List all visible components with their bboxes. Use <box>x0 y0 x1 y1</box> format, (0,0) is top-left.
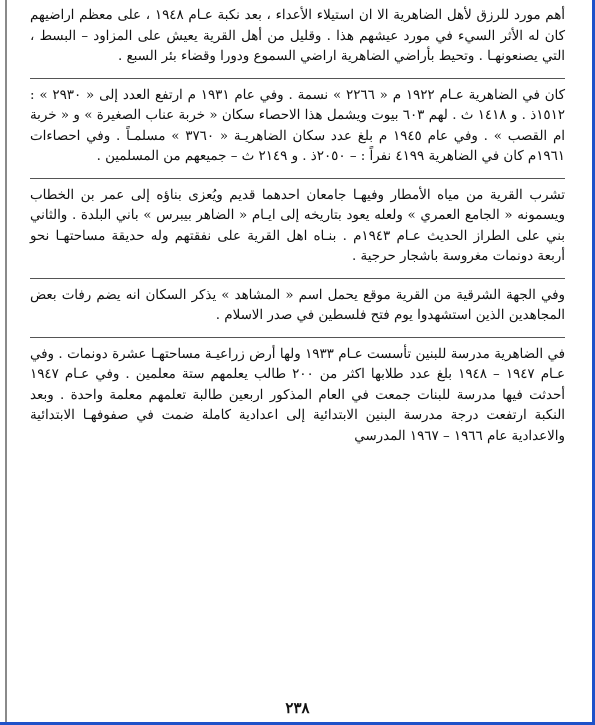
paragraph-mosques: تشرب القرية من مياه الأمطار وفيهـا جامعان احدهما قديم ويُعزى بناؤه إلى عمر بن الخطاب ويسمونه « الجامع العمري » ولعله يعود بتاريخه إلى ايـام « الضاهر بيبرس » باني البلدة . والثاني بني على الطراز الحديث عـام ١٩٤٣م . بنـاه اهل القرية على نفقتهم وله حديقة مساحتهـا نحو أربعة دونمات مغروسة باشجار حرجية . <box>30 187 565 264</box>
document-page <box>30 0 565 695</box>
paragraph-population: كان في الضاهرية عـام ١٩٢٢ م « ٢٢٦٦ » نسمة . وفي عام ١٩٣١ م ارتفع العدد إلى « ٢٩٣٠ » : ١٥١٢ذ . و ١٤١٨ ث . لهم ٦٠٣ بيوت ويشمل هذا الاحصاء سكان « خربة عناب الصغيرة » و « خربة ام القصب » . وفي عام ١٩٤٥ م بلغ عدد سكان الضاهريـة « ٣٧٦٠ » مسلمـاً . وفي احصاءات ١٩٦١م كان في الضاهرية ٤١٩٩ نفراً : – ٢٠٥٠ذ . و ٢١٤٩ ث – جميعهم من المسلمين . <box>30 87 565 164</box>
paragraph-livelihood: أهم مورد للرزق لأهل الضاهرية الا ان استيلاء الأعداء ، بعد نكبة عـام ١٩٤٨ ، على معظم اراضيهم كان له الأثر السيء في مورد عيشهم هذا . وقليل من أهل القرية يعيش على المزاود – البسط ، التي يصنعونهـا . وتحيط بأراضي الضاهرية اراضي السموع ودورا وقضاء بئر السبع . <box>30 8 565 64</box>
paragraph-schools: في الضاهرية مدرسة للبنين تأسست عـام ١٩٣٣ ولها أرض زراعيـة مساحتهـا عشرة دونمات . وفي عـام ١٩٤٧ – ١٩٤٨ بلغ عدد طلابها اكثر من ٢٠٠ طالب يعلمهم ستة معلمين . وفي عـام ١٩٤٧ أحدثت فيها مدرسة للبنات جمعت في العام المذكور اربعين طالبة تعلمهم معلمة واحدة . وبعد النكبة ارتفعت درجة مدرسة البنين الابتدائية إلى اعدادية كاملة ضمت في صفوفهـا الابتدائية والاعدادية عام ١٩٦٦ – ١٩٦٧ المدرسي <box>30 346 566 444</box>
window-left-border <box>0 0 7 725</box>
paragraph-mashahed: وفي الجهة الشرقية من القرية موقع يحمل اسم « المشاهد » يذكر السكان انه يضم رفات بعض المجاهدين الذين استشهدوا يوم فتح فلسطين في صدر الاسلام . <box>30 287 565 323</box>
page-number: ٢٣٨ <box>285 699 310 717</box>
